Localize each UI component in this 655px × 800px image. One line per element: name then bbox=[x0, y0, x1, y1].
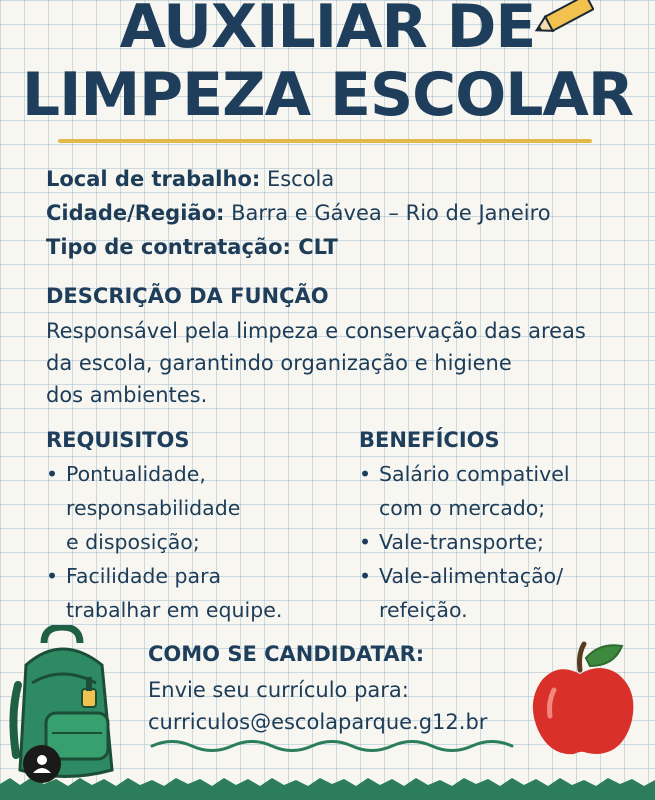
list-item-line: Vale-alimentação/ bbox=[379, 564, 564, 588]
apple-icon bbox=[528, 640, 638, 760]
benefits-list bbox=[359, 457, 639, 627]
grass-strip bbox=[0, 776, 655, 800]
list-item bbox=[359, 457, 639, 525]
list-item bbox=[359, 559, 639, 627]
description-text bbox=[46, 315, 626, 411]
profile-icon[interactable] bbox=[23, 745, 61, 783]
info-city-value: Barra e Gávea – Rio de Janeiro bbox=[224, 201, 551, 225]
list-item bbox=[359, 525, 639, 559]
pencil-icon bbox=[534, 0, 594, 36]
description-line: dos ambientes. bbox=[46, 383, 208, 407]
info-city-label: Cidade/Região: bbox=[46, 201, 225, 225]
list-item-line: Pontualidade, bbox=[66, 462, 206, 486]
bullet-icon: • bbox=[46, 462, 59, 486]
info-contract-label: Tipo de contratação: CLT bbox=[46, 235, 338, 259]
description-line: da escola, garantindo organização e higiene bbox=[46, 351, 512, 375]
title-line-2: LIMPEZA ESCOLAR bbox=[21, 60, 634, 130]
list-item-line: Vale-transporte; bbox=[379, 530, 544, 554]
info-workplace-label: Local de trabalho: bbox=[46, 167, 261, 191]
apply-heading: COMO SE CANDIDATAR: bbox=[148, 642, 425, 666]
info-workplace-value: Escola bbox=[260, 167, 335, 191]
list-item-line: refeição. bbox=[379, 598, 468, 622]
info-city bbox=[46, 199, 551, 227]
bullet-icon: • bbox=[359, 564, 372, 588]
requirements-heading: REQUISITOS bbox=[46, 428, 190, 452]
info-contract bbox=[46, 233, 338, 261]
benefits-heading: BENEFÍCIOS bbox=[359, 428, 500, 452]
title-line-1: AUXILIAR DE bbox=[119, 0, 536, 62]
apply-instruction: Envie seu currículo para: bbox=[148, 678, 409, 702]
bullet-icon: • bbox=[46, 564, 59, 588]
apply-email[interactable]: curriculos@escolaparque.g12.br bbox=[148, 710, 488, 734]
title-underline bbox=[58, 139, 592, 143]
list-item-line: e disposição; bbox=[66, 530, 200, 554]
user-icon bbox=[23, 745, 61, 783]
bullet-icon: • bbox=[359, 530, 372, 554]
list-item-line: Salário compativel bbox=[379, 462, 570, 486]
info-workplace bbox=[46, 165, 334, 193]
list-item bbox=[46, 559, 336, 627]
description-heading: DESCRIÇÃO DA FUNÇÃO bbox=[46, 284, 329, 308]
requirements-list bbox=[46, 457, 336, 627]
list-item-line: trabalhar em equipe. bbox=[66, 598, 283, 622]
wavy-underline bbox=[150, 737, 520, 755]
list-item bbox=[46, 457, 336, 559]
list-item-line: Facilidade para bbox=[66, 564, 222, 588]
description-line: Responsável pela limpeza e conservação das areas bbox=[46, 319, 586, 343]
list-item-line: com o mercado; bbox=[379, 496, 546, 520]
bullet-icon: • bbox=[359, 462, 372, 486]
list-item-line: responsabilidade bbox=[66, 496, 241, 520]
